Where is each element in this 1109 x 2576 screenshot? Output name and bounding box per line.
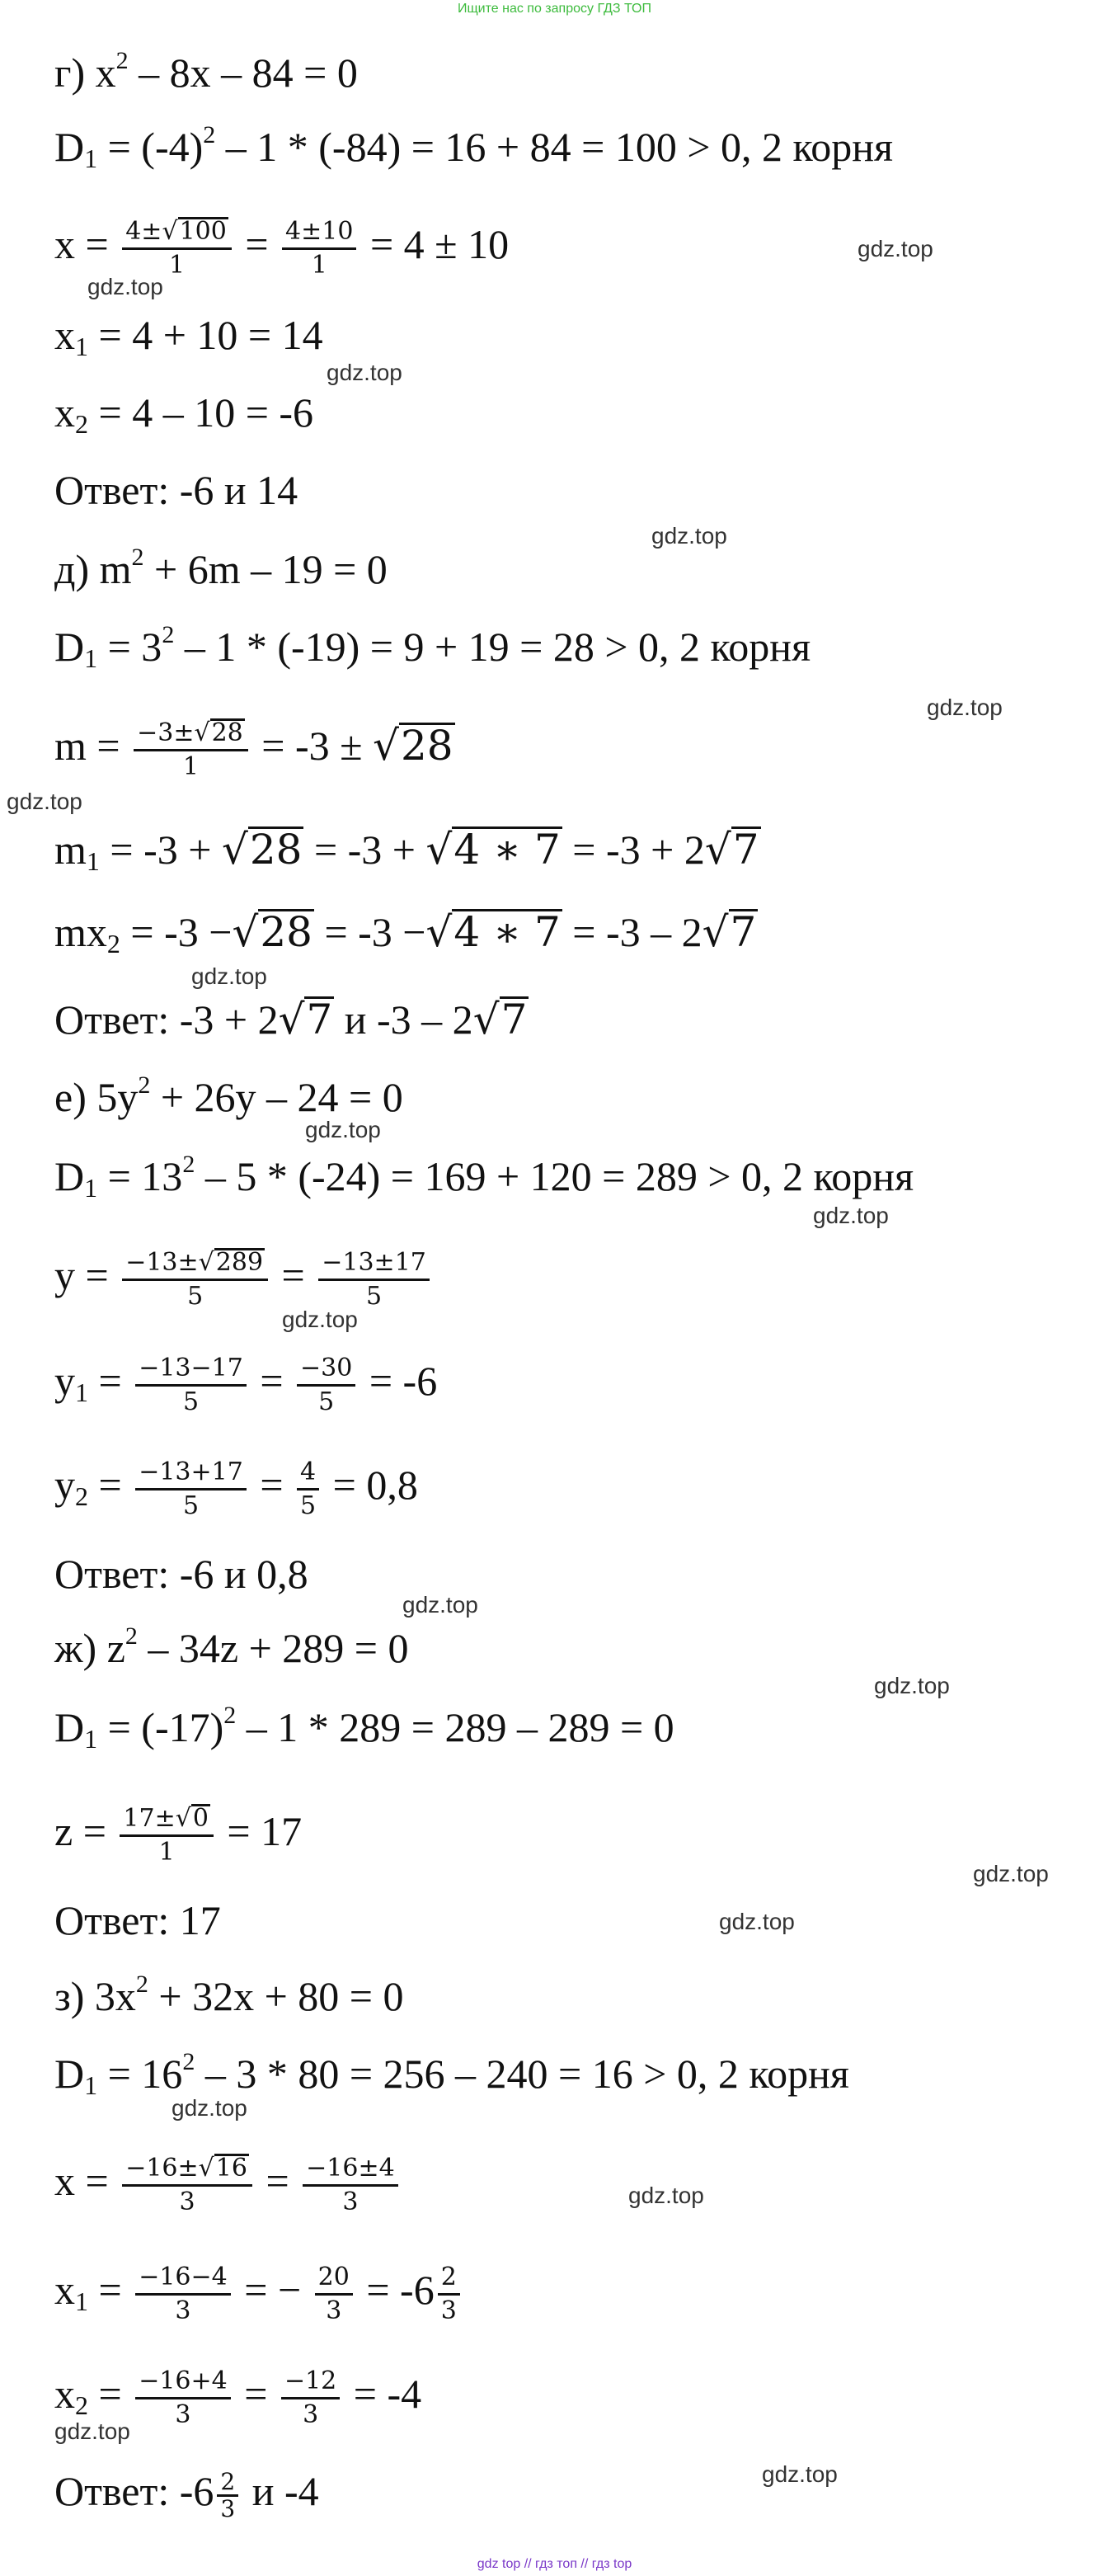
watermark: gdz.top [402, 1592, 478, 1618]
watermark: gdz.top [927, 695, 1003, 720]
problem-z-answer: Ответ: -6 $\frac{2}{3}$ и -4 [54, 2468, 319, 2523]
watermark: gdz.top [305, 1117, 381, 1142]
problem-z-equation: з) $3x^2 + 32x + 80 = 0$ [54, 1971, 404, 2019]
footer: gdz top // гдз топ // гдз top [477, 2557, 632, 2571]
problem-zh-discriminant: $D_1 = (-17)^2 - 1 * 289 = 289 - 289 = 0$ [54, 1702, 674, 1754]
watermark: gdz.top [282, 1307, 358, 1332]
problem-d-formula: m = $\frac{-3\pm√28}{1}$ = -3 ± √28 [54, 718, 453, 781]
problem-zh-equation: ж) $z^2 - 34z + 289 = 0$ [54, 1622, 409, 1671]
problem-d-discriminant: $D_1 = 3^2 - 1 * (-19) = 9 + 19 = 28 > 0$, 2 корня [54, 621, 811, 673]
watermark: gdz.top [54, 2418, 130, 2444]
problem-d-root1: $m_1 = -3 + √28 = -3 + √4$ ∗ 7 = -3 + 2√7 [54, 826, 759, 876]
problem-z-root1: $x_1$ = $\frac{-16-4}{3}$ = − $\frac{20}{3}$ = -6 $\frac{2}{3}$ [54, 2262, 463, 2327]
watermark: gdz.top [762, 2461, 838, 2487]
problem-g-root2: $x_2 = 4 - 10 = -6$ [54, 389, 314, 439]
problem-e-root2: $y_2$ = $\frac{-13+17}{5}$ = $\frac{4}{5}$ = 0,8 [54, 1458, 418, 1520]
problem-z-formula: x = $\frac{-16\pm√16}{3}$ = $\frac{-16\pm 4}{3}$ [54, 2153, 402, 2218]
problem-g-label: г) [54, 49, 86, 96]
problem-d-equation: д) $m^2 + 6m - 19 = 0$ [54, 544, 388, 592]
problem-e-formula: y = $\frac{-13\pm√289}{5}$ = $\frac{-13\pm 17}{5}$ [54, 1247, 433, 1312]
problem-d-root2: $mx_2 = -3 -√28 = -3 -√4$ ∗ 7 = -3 – 2√7 [54, 908, 757, 958]
problem-d-answer: Ответ: -3 + 2√7 и -3 – 2√7 [54, 996, 528, 1043]
problem-g-root1: $x_1 = 4 + 10 = 14$ [54, 312, 323, 361]
problem-z-discriminant: $D_1 = 16^2 - 3 * 80 = 256 - 240 = 16 > 0$, 2 корня [54, 2048, 849, 2100]
problem-e-root1: $y_1$ = $\frac{-13-17}{5}$ = $\frac{-30}{5}$ = -6 [54, 1354, 438, 1416]
watermark: gdz.top [172, 2095, 247, 2121]
watermark: gdz.top [87, 274, 163, 299]
watermark: gdz.top [327, 360, 402, 385]
problem-e-answer: Ответ: -6 и 0,8 [54, 1551, 308, 1597]
watermark: gdz.top [973, 1861, 1049, 1886]
watermark: gdz.top [719, 1909, 795, 1934]
watermark: gdz.top [651, 523, 727, 549]
problem-zh-formula: z = $\frac{17\pm√0}{1}$ = 17 [54, 1804, 303, 1867]
problem-e-equation: е) $5y^2 + 26y - 24 = 0$ [54, 1071, 403, 1120]
problem-zh-answer: Ответ: 17 [54, 1897, 221, 1943]
watermark: gdz.top [858, 236, 933, 261]
problem-g-discriminant: $D_1 = (-4)^2 - 1 * (-84) = 16 + 84 = 100 > 0$, 2 корня [54, 121, 894, 173]
problem-e-discriminant: $D_1 = 13^2 - 5 * (-24) = 169 + 120 = 289 > 0$, 2 корня [54, 1151, 914, 1203]
problem-g-formula: x = $\frac{4\pm√100}{1}$ = $\frac{4\pm 10}{1}$ = 4 ± 10 [54, 217, 510, 280]
watermark: gdz.top [813, 1203, 889, 1228]
watermark: gdz.top [191, 963, 267, 989]
watermark: gdz.top [7, 789, 82, 814]
watermark: gdz.top [628, 2183, 704, 2208]
top-banner: Ищите нас по запросу ГДЗ ТОП [458, 2, 651, 16]
problem-z-root2: $x_2$ = $\frac{-16+4}{3}$ = $\frac{-12}{3}$ = -4 [54, 2366, 422, 2429]
watermark: gdz.top [874, 1673, 950, 1698]
problem-g-equation: г) $x^2 - 8x - 84 = 0$ [54, 47, 358, 96]
problem-g-answer: Ответ: -6 и 14 [54, 467, 298, 513]
